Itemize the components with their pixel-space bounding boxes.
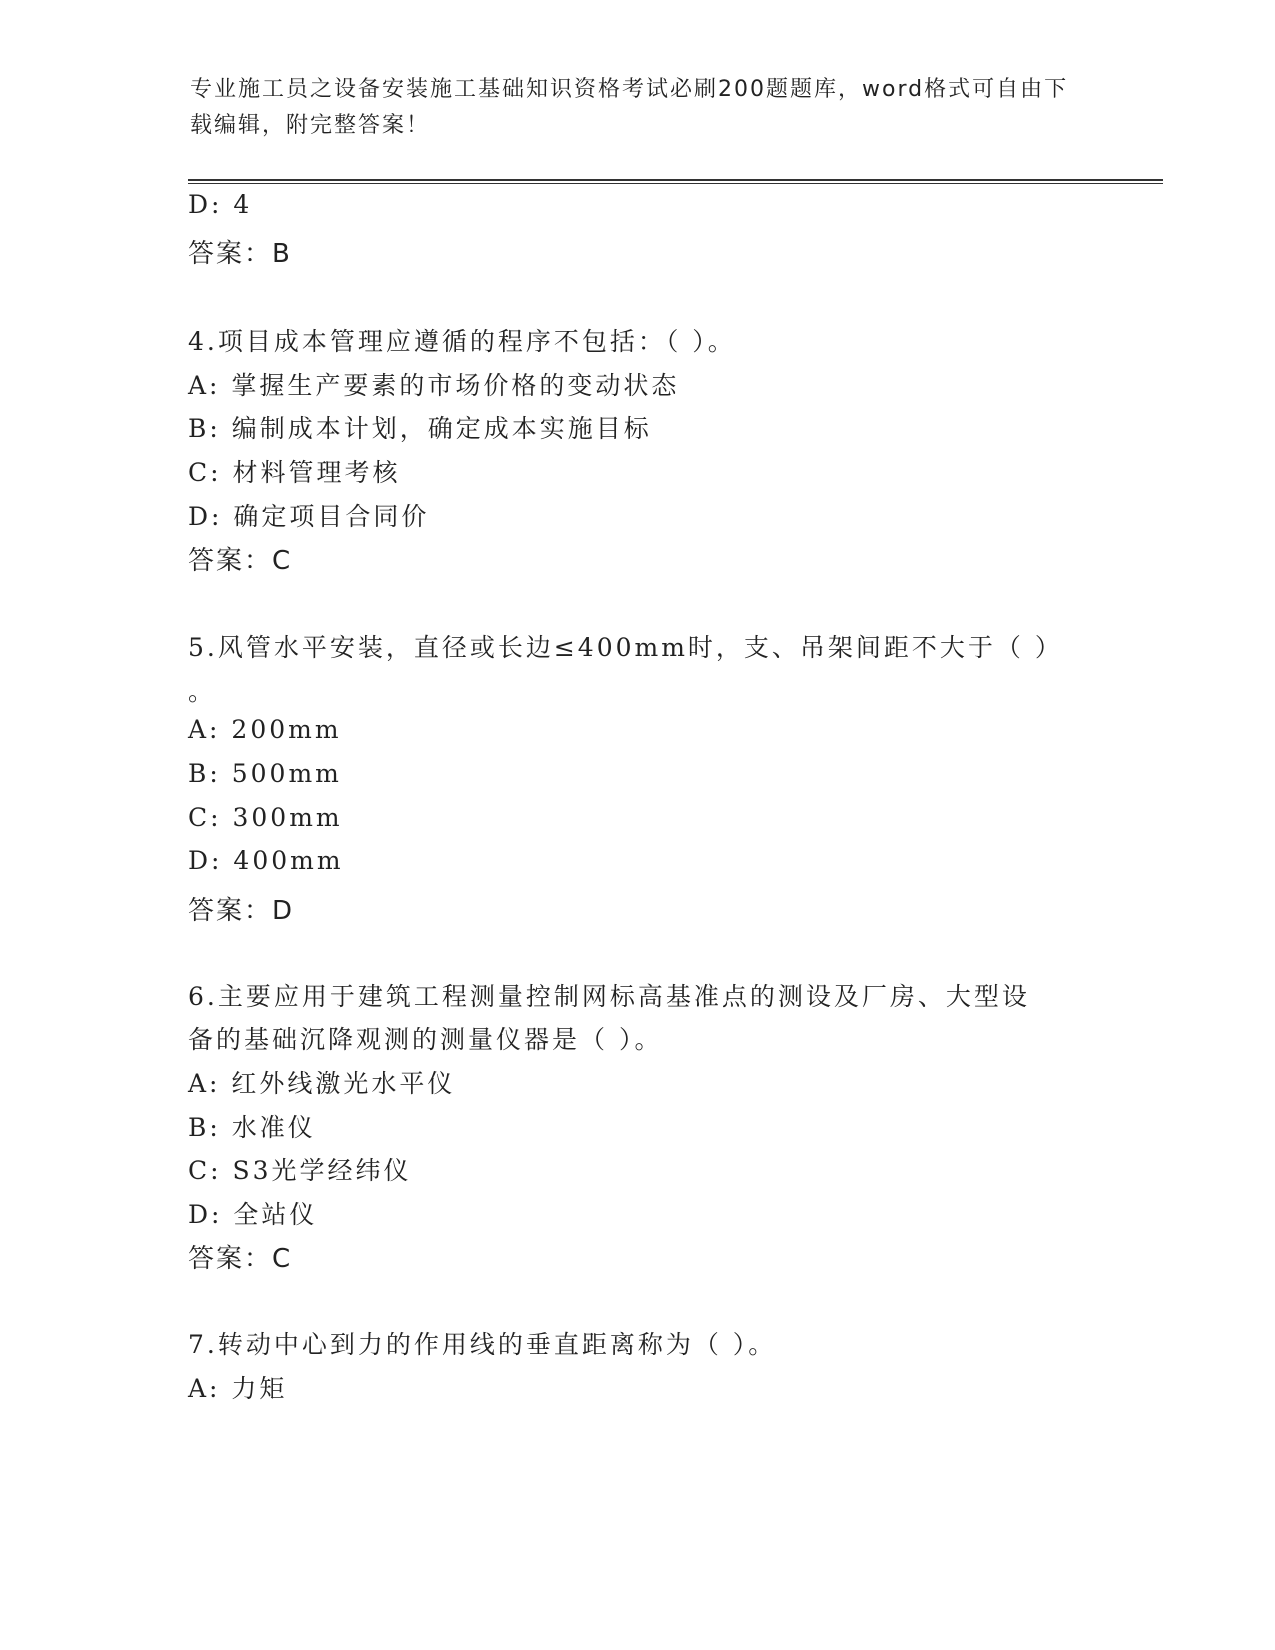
q6-option-c: C: S3光学经纬仪 xyxy=(188,1156,412,1185)
q5-answer: 答案：D xyxy=(188,896,295,926)
q3-answer: 答案：B xyxy=(188,239,292,269)
q4-answer: 答案：C xyxy=(188,546,293,576)
q6-option-d: D: 全站仪 xyxy=(188,1200,318,1229)
q7-stem: 7.转动中心到力的作用线的垂直距离称为（ ）。 xyxy=(188,1330,777,1359)
q6-stem-line2: 备的基础沉降观测的测量仪器是（ ）。 xyxy=(188,1025,663,1054)
q5-stem-line2: 。 xyxy=(188,677,217,706)
q3-option-d: D: 4 xyxy=(188,190,253,219)
q6-option-a: A: 红外线激光水平仪 xyxy=(188,1069,456,1098)
q5-option-c: C: 300mm xyxy=(188,803,343,832)
q6-answer: 答案：C xyxy=(188,1244,293,1274)
q5-option-a: A: 200mm xyxy=(188,715,342,744)
q5-stem-line1: 5.风管水平安装，直径或长边≤400mm时，支、吊架间距不大于（ ） xyxy=(188,633,1063,662)
q5-option-d: D: 400mm xyxy=(188,846,344,875)
q6-option-b: B: 水准仪 xyxy=(188,1113,316,1142)
q5-option-b: B: 500mm xyxy=(188,759,342,788)
document-header: 专业施工员之设备安装施工基础知识资格考试必刷200题题库，word格式可自由下载编辑，附完整答案！ xyxy=(190,77,1069,138)
q4-option-b: B: 编制成本计划，确定成本实施目标 xyxy=(188,414,652,443)
q4-option-c: C: 材料管理考核 xyxy=(188,458,401,487)
q7-option-a: A: 力矩 xyxy=(188,1374,288,1403)
q4-option-d: D: 确定项目合同价 xyxy=(188,502,430,531)
header-divider xyxy=(188,179,1163,185)
q6-stem-line1: 6.主要应用于建筑工程测量控制网标高基准点的测设及厂房、大型设 xyxy=(188,982,1030,1011)
q4-option-a: A: 掌握生产要素的市场价格的变动状态 xyxy=(188,371,680,400)
q4-stem: 4.项目成本管理应遵循的程序不包括：（ ）。 xyxy=(188,327,736,356)
